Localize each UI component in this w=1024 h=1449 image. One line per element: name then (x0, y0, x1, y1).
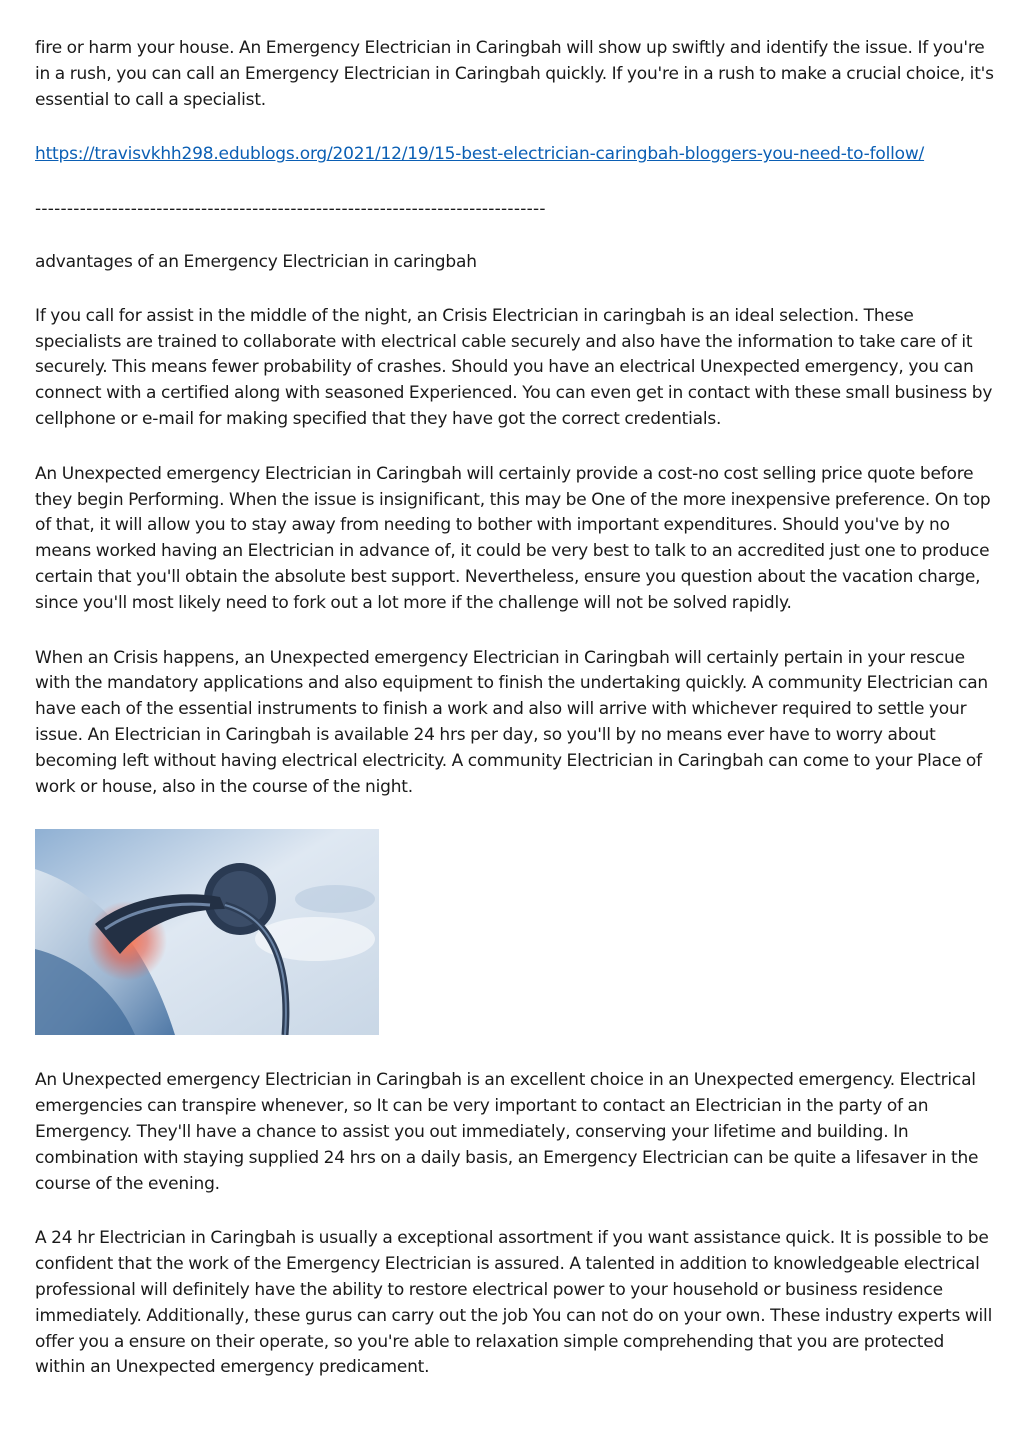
intro-paragraph: fire or harm your house. An Emergency Electrician in Caringbah will show up swiftly and identify the issue. If you're in a rush, you can call an Emergency Electrician in Caringbah quickly. If you're in a rush to make a crucial choice, it's essential to call a specialist. (35, 38, 994, 110)
paragraph-4: An Unexpected emergency Electrician in Caringbah is an excellent choice in an Unexpected emergency. Electrical emergencies can transpire whenever, so It can be very important to contact an Electrician in the party of an Emergency. They'll have a chance to assist you out immediately, conserving your lifetime and building. In combination with staying supplied 24 hrs on a daily basis, an Emergency Electrician can be quite a lifesaver in the course of the evening. (35, 1070, 979, 1194)
document-body (35, 36, 995, 1381)
charging-plug-photo (35, 829, 379, 1035)
paragraph-3: When an Crisis happens, an Unexpected emergency Electrician in Caringbah will certainly pertain in your rescue with the mandatory applications and also equipment to finish the undertaking quickly. A community Electrician can have each of the essential instruments to finish a work and also will arrive with whichever required to settle your issue. An Electrician in Caringbah is available 24 hrs per day, so you'll by no means ever have to worry about becoming left without having electrical electricity. A community Electrician in Caringbah can come to your Place of work or house, also in the course of the night. (35, 647, 989, 797)
separator-line: -------------------------------------------------------------------------------- (35, 199, 546, 220)
paragraph-1: If you call for assist in the middle of the night, an Crisis Electrician in caringbah is an ideal selection. These specialists are trained to collaborate with electrical cable securely and also have the information to take care of it securely. This means fewer probability of crashes. Should you have an electrical Unexpected emergency, you can connect with a certified along with seasoned Experienced. You can even get in contact with these small business by cellphone or e-mail for making specified that they have got the correct credentials. (35, 305, 993, 429)
paragraph-5: A 24 hr Electrician in Caringbah is usually a exceptional assortment if you want assistance quick. It is possible to be confident that the work of the Emergency Electrician is assured. A talented in addition to knowledgeable electrical professional will definitely have the ability to restore electrical power to your household or business residence immediately. Additionally, these gurus can carry out the job You can not do on your own. These industry experts will offer you a ensure on their operate, so you're able to relaxation simple comprehending that you are protected within an Unexpected emergency predicament. (35, 1228, 993, 1378)
section-heading: advantages of an Emergency Electrician in caringbah (35, 251, 477, 272)
paragraph-2: An Unexpected emergency Electrician in Caringbah will certainly provide a cost-no cost selling price quote before they begin Performing. When the issue is insignificant, this may be One of the more inexpensive preference. On top of that, it will allow you to stay away from needing to bother with important expenditures. Should you've by no means worked having an Electrician in advance of, it could be very best to talk to an accredited just one to produce certain that you'll obtain the absolute best support. Nevertheless, ensure you question about the vacation charge, since you'll most likely need to fork out a lot more if the challenge will not be solved rapidly. (35, 463, 991, 613)
article-link[interactable]: https://travisvkhh298.edublogs.org/2021/12/19/15-best-electrician-caringbah-bloggers-you-need-to-follow/ (35, 144, 925, 165)
